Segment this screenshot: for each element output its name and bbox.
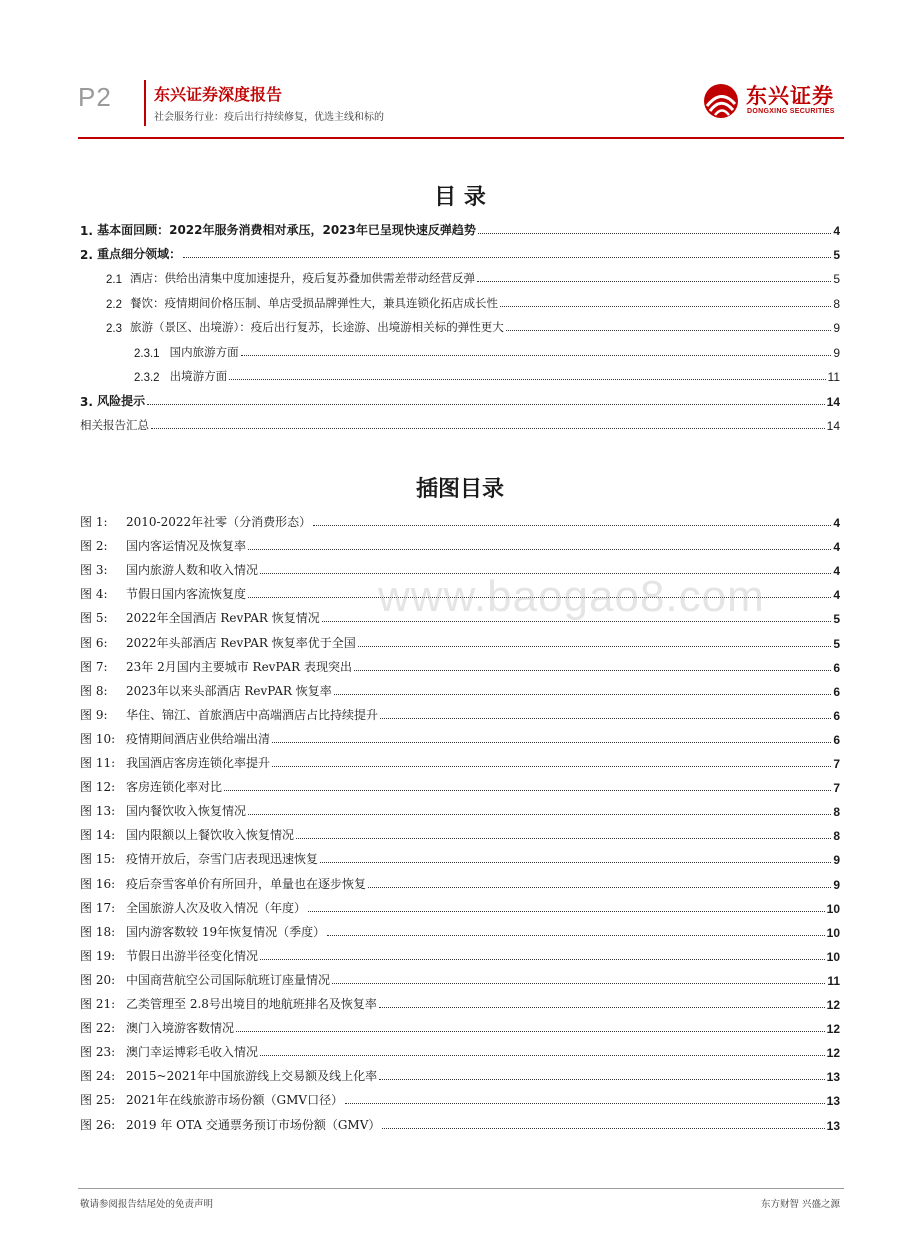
figure-page: 10 (826, 901, 840, 916)
figure-entry[interactable] (80, 631, 840, 651)
leader-dots (358, 646, 832, 647)
figure-caption: 国内限额以上餐饮收入恢复情况 (126, 828, 295, 843)
figure-number: 图 9: (80, 707, 108, 722)
leader-dots (379, 1007, 825, 1008)
figure-number: 图 12: (80, 780, 116, 795)
figure-page: 6 (833, 732, 840, 747)
figure-caption: 澳门幸运博彩毛收入情况 (126, 1045, 259, 1060)
toc-entry[interactable]: 3. 风险提示 14 (80, 394, 840, 409)
figure-page: 12 (826, 998, 840, 1012)
leader-dots (382, 1128, 824, 1129)
figure-caption: 2022年头部酒店 RevPAR 恢复率优于全国 (126, 635, 356, 650)
figure-page: 4 (833, 588, 840, 603)
figure-caption: 疫后奈雪客单价有所回升，单量也在逐步恢复 (126, 876, 367, 891)
toc-entry[interactable]: 1. 基本面回顾：2022年服务消费相对承压，2023年已呈现快速反弹趋势 4 (80, 223, 840, 238)
figure-caption: 我国酒店客房连锁化率提升 (126, 756, 271, 770)
leader-dots (224, 790, 831, 791)
figure-caption: 节假日国内客流恢复度 (126, 587, 247, 602)
leader-dots (380, 718, 831, 719)
figure-number: 图 4: (80, 587, 108, 602)
leader-dots (327, 935, 825, 936)
figure-caption: 国内餐饮收入恢复情况 (126, 804, 247, 819)
figures-title: 插图目录 (415, 477, 504, 502)
figure-page: 9 (833, 877, 840, 892)
figure-caption: 2021年在线旅游市场份额（GMV口径） (126, 1093, 344, 1108)
figure-entry[interactable] (80, 799, 840, 819)
figure-entry[interactable] (80, 1088, 840, 1108)
leader-dots (345, 1103, 825, 1104)
figure-page: 13 (826, 1070, 840, 1085)
figure-entry[interactable] (80, 534, 840, 554)
figure-page: 10 (826, 949, 840, 964)
footer-rule (78, 1188, 844, 1189)
leader-dots (248, 814, 831, 815)
toc-entry[interactable]: 2.3.1 国内旅游方面 9 (134, 345, 840, 360)
figure-entry[interactable] (80, 751, 840, 771)
figure-number: 图 16: (80, 876, 116, 891)
figure-number: 图 7: (80, 659, 108, 674)
company-logo (702, 78, 842, 124)
figure-entry[interactable] (80, 1016, 840, 1036)
leader-dots (313, 525, 831, 526)
toc-entry[interactable]: 2. 重点细分领域： 5 (80, 247, 840, 262)
figure-entry[interactable] (80, 968, 840, 988)
figure-number: 图 6: (80, 635, 108, 650)
figure-number: 图 19: (80, 948, 116, 963)
figure-page: 9 (833, 853, 840, 868)
leader-dots (368, 887, 831, 888)
figure-caption: 乙类管理至 2.8号出境目的地航班排名及恢复率 (126, 997, 377, 1011)
figure-page: 12 (826, 1046, 840, 1061)
header-rule (78, 137, 844, 139)
figure-caption: 华住、锦江、首旅酒店中高端酒店占比持续提升 (126, 707, 379, 722)
figure-number: 图 1: (80, 515, 108, 529)
figure-page: 5 (833, 636, 840, 651)
figure-entry[interactable] (80, 775, 840, 795)
figure-entry[interactable] (80, 944, 840, 964)
figure-entry[interactable] (80, 896, 840, 916)
figure-number: 图 5: (80, 611, 108, 626)
report-title: 东兴证券深度报告 (154, 85, 283, 104)
toc-entry[interactable]: 相关报告汇总 14 (80, 418, 840, 433)
footer-slogan: 东方财智 兴盛之源 (760, 1199, 840, 1210)
figure-number: 图 8: (80, 683, 108, 698)
figure-entry[interactable] (80, 872, 840, 892)
figure-page: 7 (833, 781, 840, 796)
leader-dots (272, 742, 831, 743)
figure-caption: 国内客运情况及恢复率 (126, 539, 247, 554)
figure-page: 6 (833, 684, 840, 699)
figure-entry[interactable] (80, 823, 840, 843)
watermark: www.baogao8.com (378, 572, 765, 621)
figure-page: 4 (833, 564, 840, 579)
logo-text-en: DONGXING SECURITIES (747, 108, 835, 115)
figure-page: 4 (833, 516, 840, 530)
figure-caption: 2019 年 OTA 交通票务预订市场份额（GMV） (126, 1117, 381, 1132)
figure-caption: 节假日出游半径变化情况 (126, 948, 259, 963)
toc-entry[interactable]: 2.3.2 出境游方面 11 (134, 369, 840, 384)
leader-dots (260, 1055, 825, 1056)
figure-number: 图 24: (80, 1069, 116, 1084)
figure-page: 10 (826, 925, 840, 940)
figure-page: 13 (826, 1118, 840, 1133)
figure-caption: 2015~2021年中国旅游线上交易额及线上化率 (126, 1069, 378, 1084)
leader-dots (354, 670, 831, 671)
toc-entry[interactable]: 2.3 旅游（景区、出境游）：疫后出行复苏，长途游、出境游相关标的弹性更大 9 (106, 320, 840, 335)
figure-number: 图 18: (80, 924, 116, 939)
figure-caption: 23年 2月国内主要城市 RevPAR 表现突出 (126, 659, 352, 674)
leader-dots (379, 1079, 825, 1080)
figure-entry[interactable] (80, 847, 840, 867)
footer-disclaimer: 敬请参阅报告结尾处的免责声明 (80, 1199, 214, 1210)
figure-page: 13 (826, 1094, 840, 1109)
figure-caption: 客房连锁化率对比 (126, 780, 223, 795)
figure-caption: 2022年全国酒店 RevPAR 恢复情况 (126, 611, 320, 626)
leader-dots (308, 911, 825, 912)
leader-dots (260, 959, 825, 960)
figure-caption: 全国旅游人次及收入情况（年度） (126, 900, 307, 915)
figure-page: 8 (833, 829, 840, 844)
figure-entry[interactable] (80, 510, 840, 530)
figure-number: 图 23: (80, 1045, 116, 1060)
figure-caption: 国内旅游人数和收入情况 (126, 563, 259, 578)
leader-dots (332, 983, 825, 984)
figure-number: 图 26: (80, 1117, 116, 1132)
figure-entry[interactable] (80, 920, 840, 940)
figure-caption: 2023年以来头部酒店 RevPAR 恢复率 (126, 683, 332, 698)
figure-number: 图 10: (80, 731, 116, 746)
figure-caption: 2010-2022年社零（分消费形态） (126, 515, 312, 529)
figure-entry[interactable] (80, 992, 840, 1012)
report-subtitle: 社会服务行业：疫后出行持续修复，优选主线和标的 (154, 112, 384, 123)
figure-number: 图 3: (80, 563, 108, 578)
figure-number: 图 13: (80, 804, 116, 819)
figure-number: 图 22: (80, 1021, 116, 1036)
figure-page: 6 (833, 660, 840, 675)
figure-page: 5 (833, 612, 840, 627)
leader-dots (334, 694, 832, 695)
figure-number: 图 20: (80, 972, 116, 987)
figure-entry[interactable] (80, 679, 840, 699)
figure-entry[interactable] (80, 727, 840, 747)
figure-number: 图 25: (80, 1093, 116, 1108)
leader-dots (248, 549, 831, 550)
figure-entry[interactable] (80, 1040, 840, 1060)
figure-entry[interactable] (80, 655, 840, 675)
figure-caption: 澳门入境游客数情况 (126, 1021, 235, 1036)
figure-number: 图 17: (80, 900, 116, 915)
logo-mark-icon (702, 82, 740, 120)
figure-entry[interactable] (80, 703, 840, 723)
toc-entry[interactable]: 2.2 餐饮：疫情期间价格压制、单店受损品牌弹性大，兼具连锁化拓店成长性 8 (106, 296, 840, 311)
page-number: P2 (78, 82, 112, 112)
figure-entry[interactable] (80, 1064, 840, 1084)
leader-dots (296, 838, 831, 839)
figure-number: 图 2: (80, 539, 108, 554)
figure-page: 4 (833, 540, 840, 555)
figure-page: 7 (833, 757, 840, 771)
figure-number: 图 21: (80, 997, 116, 1011)
figure-number: 图 14: (80, 828, 116, 843)
page-header (78, 76, 844, 140)
figure-entry[interactable] (80, 1113, 840, 1133)
figure-page: 12 (826, 1022, 840, 1037)
logo-text-cn: 东兴证券 (746, 84, 834, 108)
toc-entry[interactable]: 2.1 酒店：供给出清集中度加速提升，疫后复苏叠加供需差带动经营反弹 5 (106, 271, 840, 286)
figure-caption: 国内游客数较 19年恢复情况（季度） (126, 924, 326, 939)
figure-number: 图 11: (80, 756, 116, 770)
leader-dots (320, 862, 831, 863)
header-divider (144, 80, 146, 126)
figure-caption: 疫情期间酒店业供给端出清 (126, 731, 271, 746)
leader-dots (272, 766, 831, 767)
figure-number: 图 15: (80, 852, 116, 867)
toc-title: 目 录 (434, 185, 486, 210)
leader-dots (236, 1031, 825, 1032)
figure-caption: 疫情开放后，奈雪门店表现迅速恢复 (126, 852, 319, 867)
figure-page: 6 (833, 708, 840, 723)
figure-page: 8 (833, 805, 840, 820)
figure-page: 11 (827, 973, 840, 988)
figure-caption: 中国商营航空公司国际航班订座量情况 (126, 972, 331, 987)
